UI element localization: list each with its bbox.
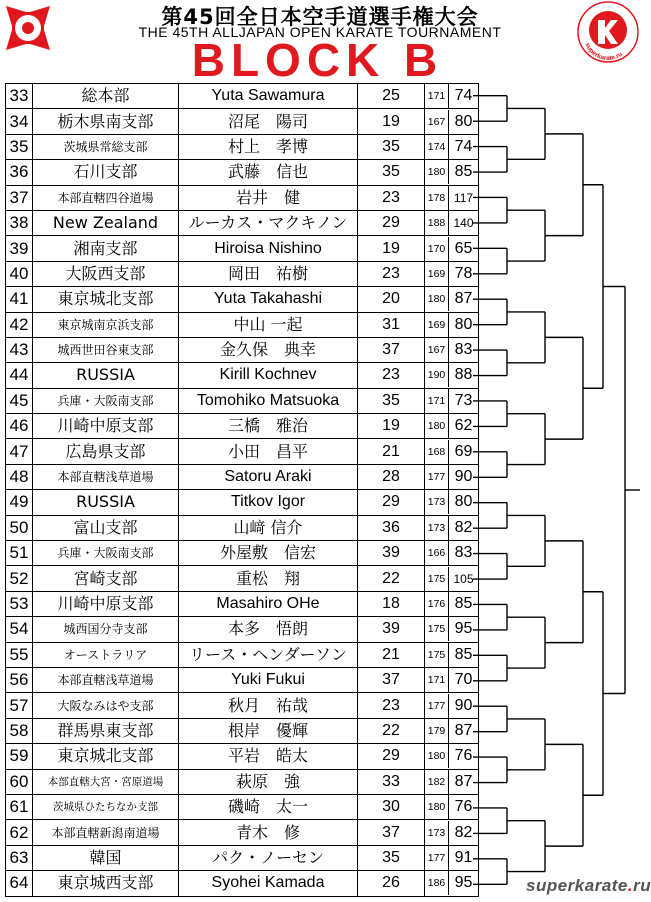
competitor-row [6, 439, 479, 464]
competitor-name: Hiroisa Nishino [179, 236, 358, 261]
competitor-number: 47 [6, 439, 33, 464]
competitor-age: 39 [358, 541, 425, 566]
competitor-row [6, 667, 479, 692]
competitor-row [6, 693, 479, 718]
competitor-name: 武藤 信也 [179, 160, 358, 185]
competitor-branch: 東京城南京浜支部 [33, 312, 179, 337]
competitor-name: 岡田 祐樹 [179, 261, 358, 286]
competitor-height: 171 [425, 389, 449, 413]
competitor-name: リース・ヘンダーソン [179, 642, 358, 667]
competitor-height: 175 [425, 643, 449, 667]
competitor-row [6, 794, 479, 819]
competitor-height: 190 [425, 363, 449, 387]
competitor-height: 177 [425, 694, 449, 718]
competitor-row [6, 363, 479, 388]
competitor-branch: RUSSIA [33, 363, 179, 388]
logo-text: superkarate.ru [583, 41, 624, 63]
competitor-stats [425, 566, 479, 591]
competitor-row [6, 591, 479, 616]
competitor-height: 170 [425, 237, 449, 261]
competitor-stats [425, 820, 479, 845]
competitor-branch: 総本部 [33, 84, 179, 109]
competitor-age: 29 [358, 210, 425, 235]
competitor-stats [425, 287, 479, 312]
competitor-number: 40 [6, 261, 33, 286]
competitor-weight: 78 [454, 264, 473, 282]
competitor-number: 58 [6, 718, 33, 743]
competitor-number: 61 [6, 794, 33, 819]
competitor-stats [425, 769, 479, 794]
competitor-weight: 74 [454, 137, 473, 155]
competitor-stats [425, 744, 479, 769]
competitor-height: 175 [425, 567, 449, 591]
competitor-name: パク・ノーセン [179, 845, 358, 870]
competitor-branch: 兵庫・大阪南支部 [33, 388, 179, 413]
competitor-name: 重松 翔 [179, 566, 358, 591]
competitor-age: 35 [358, 134, 425, 159]
competitor-branch: 川崎中原支部 [33, 591, 179, 616]
competitor-stats [425, 363, 479, 388]
competitor-stats [425, 84, 479, 109]
competitor-name: Satoru Araki [179, 464, 358, 489]
competitor-weight: 73 [454, 391, 473, 409]
competitor-stats [425, 160, 479, 185]
competitor-age: 37 [358, 337, 425, 362]
competitor-age: 28 [358, 464, 425, 489]
competitor-branch: 石川支部 [33, 160, 179, 185]
competitor-stats [425, 261, 479, 286]
competitor-weight: 85 [454, 645, 473, 663]
competitor-number: 36 [6, 160, 33, 185]
competitor-stats [425, 388, 479, 413]
competitor-name: 村上 孝博 [179, 134, 358, 159]
competitor-branch: 湘南支部 [33, 236, 179, 261]
competitor-height: 166 [425, 541, 449, 565]
competitor-row [6, 210, 479, 235]
competitor-name: 本多 悟朗 [179, 617, 358, 642]
competitor-age: 37 [358, 667, 425, 692]
competitor-branch: 本部直轄大宮・宮原道場 [33, 769, 179, 794]
competitor-number: 60 [6, 769, 33, 794]
competitor-height: 169 [425, 313, 449, 337]
competitor-number: 46 [6, 414, 33, 439]
kyokushin-kanku-logo [0, 0, 56, 56]
competitor-height: 171 [425, 84, 449, 108]
competitor-number: 55 [6, 642, 33, 667]
competitor-name: ルーカス・マクキノン [179, 210, 358, 235]
competitor-branch: 城西世田谷東支部 [33, 337, 179, 362]
competitor-row [6, 160, 479, 185]
competitor-weight: 62 [454, 417, 473, 435]
competitor-age: 23 [358, 693, 425, 718]
competitor-weight: 87 [454, 721, 473, 739]
competitor-stats [425, 134, 479, 159]
competitor-age: 29 [358, 744, 425, 769]
competitor-age: 29 [358, 490, 425, 515]
competitor-weight: 65 [454, 239, 473, 257]
competitor-branch: 大阪西支部 [33, 261, 179, 286]
competitor-row [6, 642, 479, 667]
competitor-name: Yuta Sawamura [179, 84, 358, 109]
competitor-name: 山﨑 信介 [179, 515, 358, 540]
competitor-row [6, 845, 479, 870]
competitor-stats [425, 312, 479, 337]
competitor-age: 18 [358, 591, 425, 616]
competitor-name: 三橋 雅治 [179, 414, 358, 439]
competitor-number: 53 [6, 591, 33, 616]
competitor-name: 中山 一起 [179, 312, 358, 337]
competitor-branch: 城西国分寺支部 [33, 617, 179, 642]
competitor-branch: 本部直轄四谷道場 [33, 185, 179, 210]
competitor-weight: 140 [453, 216, 474, 231]
competitor-row [6, 566, 479, 591]
competitor-stats [425, 337, 479, 362]
competitor-name: 萩原 強 [179, 769, 358, 794]
competitor-height: 174 [425, 135, 449, 159]
competitor-height: 168 [425, 440, 449, 464]
competitor-age: 20 [358, 287, 425, 312]
competitor-age: 31 [358, 312, 425, 337]
competitor-age: 36 [358, 515, 425, 540]
competitor-weight: 80 [454, 112, 473, 130]
competitor-row [6, 820, 479, 845]
competitor-row [6, 236, 479, 261]
competitor-row [6, 490, 479, 515]
competitor-branch: 本部直轄浅草道場 [33, 464, 179, 489]
competitor-branch: 川崎中原支部 [33, 414, 179, 439]
competitor-number: 51 [6, 541, 33, 566]
competitor-weight: 82 [454, 518, 473, 536]
competitor-number: 43 [6, 337, 33, 362]
competitor-height: 175 [425, 617, 449, 641]
competitor-height: 177 [425, 846, 449, 870]
competitor-name: 金久保 典幸 [179, 337, 358, 362]
competitor-weight: 80 [454, 315, 473, 333]
competitor-name: Syohei Kamada [179, 871, 358, 896]
competitor-age: 35 [358, 388, 425, 413]
competitor-number: 48 [6, 464, 33, 489]
competitor-row [6, 84, 479, 109]
competitor-number: 49 [6, 490, 33, 515]
competitor-weight: 95 [454, 620, 473, 638]
competitor-height: 180 [425, 795, 449, 819]
competitor-branch: 兵庫・大阪南支部 [33, 541, 179, 566]
competitor-number: 39 [6, 236, 33, 261]
competitor-branch: 群馬県東支部 [33, 718, 179, 743]
competitor-branch: RUSSIA [33, 490, 179, 515]
competitor-age: 25 [358, 84, 425, 109]
competitor-row [6, 744, 479, 769]
competitor-height: 186 [425, 871, 449, 895]
competitor-row [6, 414, 479, 439]
competitor-stats [425, 414, 479, 439]
competitor-age: 19 [358, 414, 425, 439]
competitor-row [6, 769, 479, 794]
competitor-branch: 茨城県ひたちなか支部 [33, 794, 179, 819]
competitor-name: 秋月 祐哉 [179, 693, 358, 718]
competitor-row [6, 261, 479, 286]
competitor-height: 180 [425, 287, 449, 311]
competitor-height: 179 [425, 719, 449, 743]
competitor-row [6, 134, 479, 159]
competitor-age: 33 [358, 769, 425, 794]
competitor-name: Yuki Fukui [179, 667, 358, 692]
competitor-height: 178 [425, 186, 449, 210]
competitor-number: 33 [6, 84, 33, 109]
competitor-branch: 茨城県常総支部 [33, 134, 179, 159]
competitor-stats [425, 718, 479, 743]
competitor-height: 180 [425, 414, 449, 438]
competitor-name: 沼尾 陽司 [179, 109, 358, 134]
competitor-weight: 85 [454, 595, 473, 612]
competitor-stats [425, 871, 479, 896]
competitor-number: 35 [6, 134, 33, 159]
competitor-height: 182 [425, 770, 449, 794]
competitor-age: 22 [358, 566, 425, 591]
competitor-branch: 東京城西支部 [33, 871, 179, 896]
competitor-number: 56 [6, 667, 33, 692]
competitor-height: 173 [425, 516, 449, 540]
competitor-stats [425, 515, 479, 540]
competitor-age: 39 [358, 617, 425, 642]
competitor-name: 青木 修 [179, 820, 358, 845]
competitor-weight: 87 [454, 772, 473, 790]
competitor-number: 44 [6, 363, 33, 388]
competitor-height: 173 [425, 821, 449, 845]
tournament-title-jp: 第45回全日本空手道選手権大会 [161, 5, 479, 29]
competitor-age: 23 [358, 185, 425, 210]
competitor-stats [425, 591, 479, 616]
competitor-weight: 95 [454, 874, 473, 892]
competitor-weight: 85 [454, 163, 473, 181]
competitor-stats [425, 845, 479, 870]
competitor-branch: 宮崎支部 [33, 566, 179, 591]
competitor-number: 38 [6, 210, 33, 235]
competitor-weight: 74 [454, 87, 473, 105]
competitor-weight: 83 [454, 544, 473, 562]
competitor-branch: 栃木県南支部 [33, 109, 179, 134]
watermark: superkarate.ru [526, 876, 651, 895]
competitor-weight: 88 [454, 366, 473, 384]
competitor-number: 64 [6, 871, 33, 896]
competitor-name: Masahiro OHe [179, 591, 358, 616]
competitor-number: 41 [6, 287, 33, 312]
competitor-age: 30 [358, 794, 425, 819]
bracket-table [5, 83, 479, 897]
competitor-weight: 82 [454, 823, 473, 841]
competitor-branch: 広島県支部 [33, 439, 179, 464]
competitor-name: 磯崎 太一 [179, 794, 358, 819]
competitor-age: 26 [358, 871, 425, 896]
block-title: BLOCK B [191, 34, 444, 86]
competitor-number: 42 [6, 312, 33, 337]
competitor-stats [425, 693, 479, 718]
competitor-height: 169 [425, 262, 449, 286]
competitor-stats [425, 464, 479, 489]
competitor-height: 180 [425, 160, 449, 184]
competitor-row [6, 388, 479, 413]
competitor-branch: New Zealand [33, 210, 179, 235]
competitor-number: 34 [6, 109, 33, 134]
competitor-branch: 本部直轄新潟南道場 [33, 820, 179, 845]
competitor-stats [425, 617, 479, 642]
competitor-weight: 76 [454, 798, 473, 816]
tournament-bracket [473, 83, 640, 897]
competitor-height: 176 [425, 592, 449, 616]
competitor-number: 57 [6, 693, 33, 718]
competitor-branch: 東京城北支部 [33, 287, 179, 312]
competitor-branch: 本部直轄浅草道場 [33, 667, 179, 692]
competitor-age: 35 [358, 160, 425, 185]
competitor-row [6, 464, 479, 489]
competitor-branch: 大阪なみはや支部 [33, 693, 179, 718]
competitor-height: 177 [425, 465, 449, 489]
competitor-row [6, 312, 479, 337]
competitor-stats [425, 541, 479, 566]
competitor-age: 23 [358, 363, 425, 388]
competitor-age: 22 [358, 718, 425, 743]
competitor-stats [425, 667, 479, 692]
competitor-number: 37 [6, 185, 33, 210]
competitor-weight: 80 [454, 493, 473, 511]
competitor-name: 岩井 健 [179, 185, 358, 210]
competitor-weight: 83 [454, 341, 473, 359]
competitor-branch: 韓国 [33, 845, 179, 870]
competitor-branch: 富山支部 [33, 515, 179, 540]
competitor-name: 小田 昌平 [179, 439, 358, 464]
competitor-height: 188 [425, 211, 449, 235]
competitor-age: 19 [358, 236, 425, 261]
competitor-name: Tomohiko Matsuoka [179, 388, 358, 413]
competitor-number: 63 [6, 845, 33, 870]
competitor-weight: 87 [454, 290, 473, 308]
competitor-row [6, 109, 479, 134]
competitor-weight: 69 [454, 442, 473, 460]
competitor-age: 35 [358, 845, 425, 870]
competitor-row [6, 541, 479, 566]
competitor-row [6, 515, 479, 540]
competitor-name: Kirill Kochnev [179, 363, 358, 388]
competitor-stats [425, 642, 479, 667]
competitor-weight: 90 [454, 468, 473, 486]
competitor-height: 180 [425, 744, 449, 768]
competitor-weight: 105 [453, 571, 474, 586]
competitor-stats [425, 185, 479, 210]
competitor-age: 23 [358, 261, 425, 286]
competitor-weight: 70 [454, 671, 473, 689]
competitor-height: 173 [425, 490, 449, 514]
competitor-number: 59 [6, 744, 33, 769]
competitor-number: 45 [6, 388, 33, 413]
competitor-name: 外屋敷 信宏 [179, 541, 358, 566]
competitor-row [6, 185, 479, 210]
competitor-branch: オーストラリア [33, 642, 179, 667]
competitor-stats [425, 210, 479, 235]
competitor-stats [425, 794, 479, 819]
competitor-weight: 90 [454, 696, 473, 714]
competitor-name: Yuta Takahashi [179, 287, 358, 312]
competitor-stats [425, 236, 479, 261]
competitor-stats [425, 109, 479, 134]
competitor-height: 171 [425, 668, 449, 692]
competitor-name: Titkov Igor [179, 490, 358, 515]
competitor-stats [425, 490, 479, 515]
competitor-row [6, 617, 479, 642]
competitor-age: 21 [358, 642, 425, 667]
competitor-height: 167 [425, 338, 449, 362]
competitor-row [6, 718, 479, 743]
tournament-title-en: THE 45TH ALLJAPAN OPEN KARATE TOURNAMENT [138, 24, 502, 40]
superkarate-logo [576, 0, 640, 68]
competitor-number: 50 [6, 515, 33, 540]
competitor-weight: 76 [454, 747, 473, 765]
competitor-branch: 東京城北支部 [33, 744, 179, 769]
competitor-row [6, 871, 479, 896]
competitor-number: 62 [6, 820, 33, 845]
competitor-number: 52 [6, 566, 33, 591]
competitor-name: 根岸 優輝 [179, 718, 358, 743]
competitor-name: 平岩 皓太 [179, 744, 358, 769]
competitor-age: 37 [358, 820, 425, 845]
competitor-age: 19 [358, 109, 425, 134]
competitor-row [6, 287, 479, 312]
competitor-height: 167 [425, 110, 449, 134]
competitor-stats [425, 439, 479, 464]
competitor-number: 54 [6, 617, 33, 642]
competitor-age: 21 [358, 439, 425, 464]
competitor-weight: 91 [454, 848, 473, 866]
competitor-weight: 117 [453, 190, 474, 205]
competitor-row [6, 337, 479, 362]
